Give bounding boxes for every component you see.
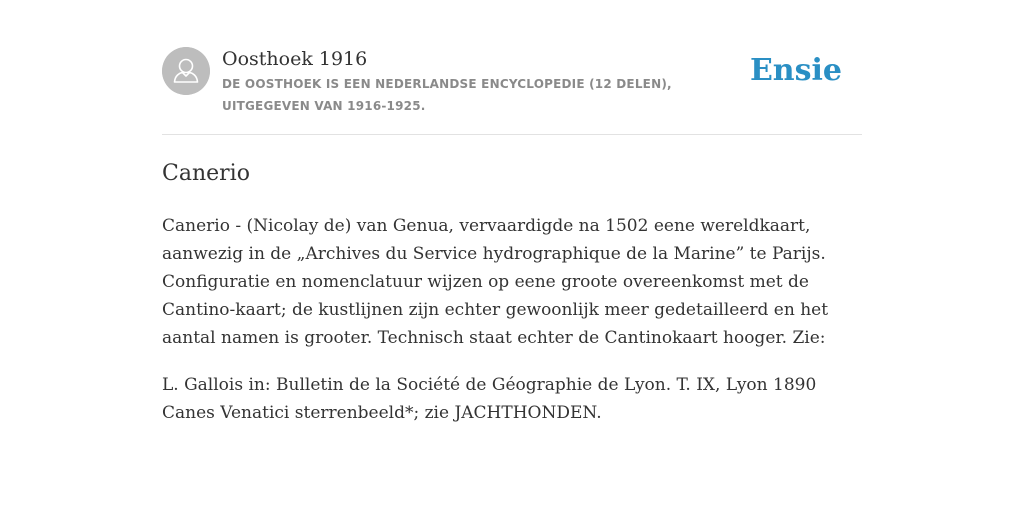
source-title[interactable]: Oosthoek 1916 xyxy=(222,48,368,70)
paragraph-line: L. Gallois in: Bulletin de la Société de Géographie de Lyon. T. IX, Lyon 1890 xyxy=(162,375,817,395)
paragraph-line: Cantino-kaart; de kustlijnen zijn echter gewoonlijk meer gedetailleerd en het xyxy=(162,300,829,320)
article-title: Canerio xyxy=(162,161,250,186)
paragraph-line: Canes Venatici sterrenbeeld*; zie JACHTHONDEN. xyxy=(162,403,602,423)
article-paragraph xyxy=(162,371,862,427)
article-paragraph xyxy=(162,212,862,352)
article xyxy=(162,157,862,427)
user-icon xyxy=(162,47,210,95)
paragraph-line: aanwezig in de „Archives du Service hydrographique de la Marine” te Parijs. xyxy=(162,244,826,264)
ensie-logo-link[interactable]: Ensie xyxy=(749,53,842,88)
source-header xyxy=(162,47,862,135)
source-description: DE OOSTHOEK IS EEN NEDERLANDSE ENCYCLOPEDIE (12 DELEN), UITGEGEVEN VAN 1916-1925. xyxy=(222,77,672,113)
paragraph-line: Configuratie en nomenclatuur wijzen op eene groote overeenkomst met de xyxy=(162,272,809,292)
paragraph-line: Canerio - (Nicolay de) van Genua, vervaardigde na 1502 eene wereldkaart, xyxy=(162,216,811,236)
paragraph-line: aantal namen is grooter. Technisch staat echter de Cantinokaart hooger. Zie: xyxy=(162,328,826,348)
